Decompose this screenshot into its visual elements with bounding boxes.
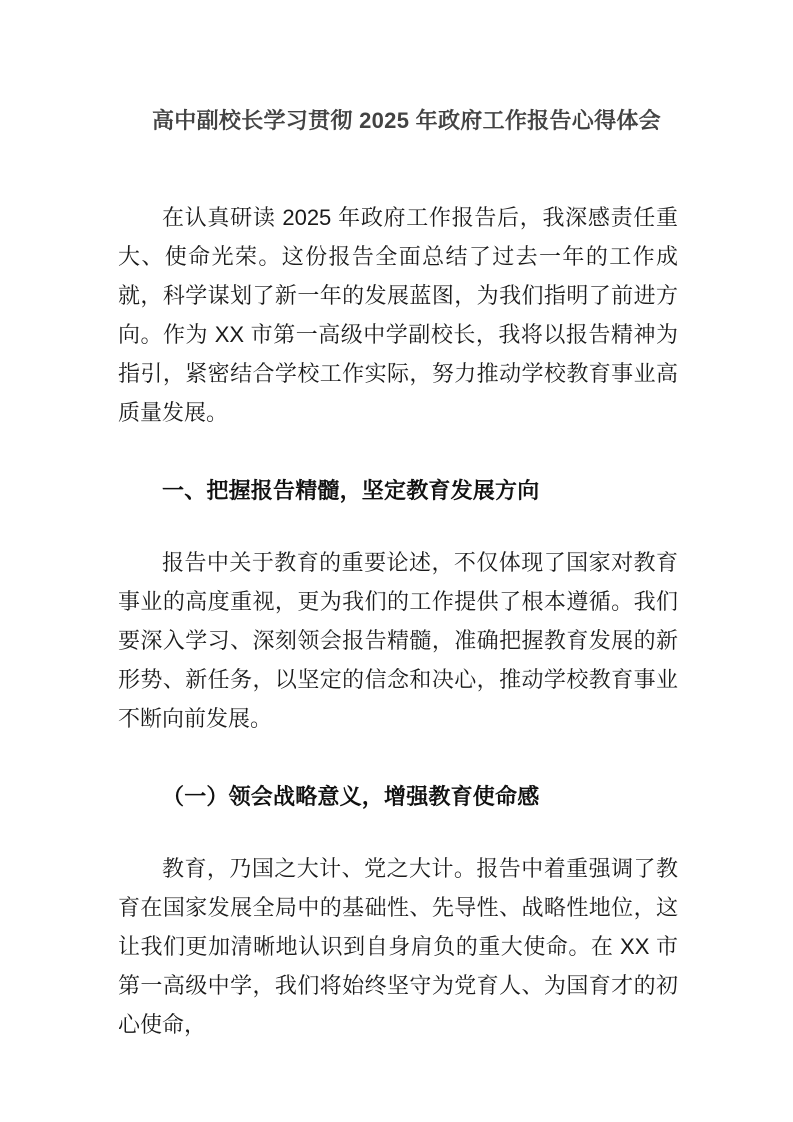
paragraph-subsection-1-1-body: 教育，乃国之大计、党之大计。报告中着重强调了教育在国家发展全局中的基础性、先导性、战略性地位，这让我们更加清晰地认识到自身肩负的重大使命。在 XX 市第一高级中学，我们将始终坚守为党育人、为国育才的初心使命， [118, 856, 678, 1037]
block-spacer-4 [118, 816, 678, 849]
block-spacer-1 [118, 432, 678, 471]
paragraph-intro: 在认真研读 2025 年政府工作报告后，我深感责任重大、使命光荣。这份报告全面总结了过去一年的工作成就，科学谋划了新一年的发展蓝图，为我们指明了前进方向。作为 XX 市第一高级中学副校长，我将以报告精神为指引，紧密结合学校工作实际，努力推动学校教育事业高质量发展。 [118, 205, 678, 425]
sub-heading-1-1: （一）领会战略意义，增强教育使命感 [162, 784, 540, 809]
document-content [118, 0, 678, 1044]
block-spacer-3 [118, 738, 678, 777]
section-heading-1: 一、把握报告精髓，坚定教育发展方向 [162, 478, 540, 503]
page-title: 高中副校长学习贯彻 2025 年政府工作报告心得体会 [152, 108, 661, 133]
title-spacer [118, 138, 678, 198]
block-spacer-2 [118, 510, 678, 543]
paragraph-section-1-body: 报告中关于教育的重要论述，不仅体现了国家对教育事业的高度重视，更为我们的工作提供了根本遵循。我们要深入学习、深刻领会报告精髓，准确把握教育发展的新形势、新任务，以坚定的信念和决心，推动学校教育事业不断向前发展。 [118, 550, 678, 731]
